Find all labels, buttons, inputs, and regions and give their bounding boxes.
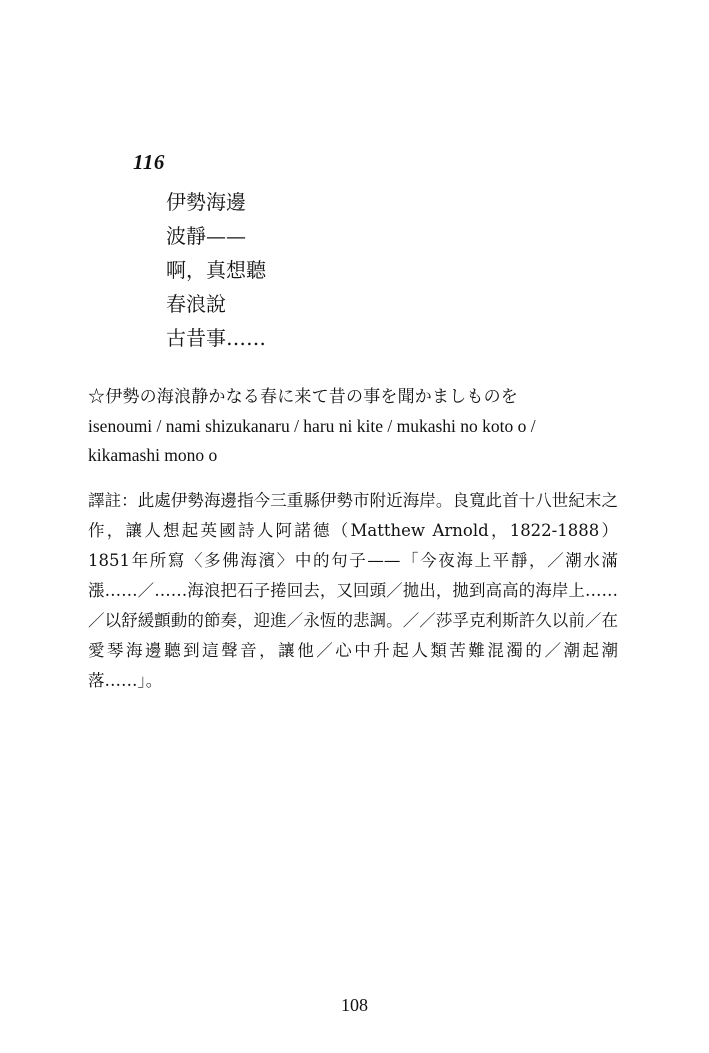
poem-line: 啊，真想聽 [166, 258, 266, 282]
poem-body [166, 185, 618, 355]
poem-number: 116 [133, 150, 165, 174]
poem-line: 波靜—— [166, 224, 246, 248]
page-number: 108 [341, 995, 368, 1015]
translator-note: 譯註：此處伊勢海邊指今三重縣伊勢市附近海岸。良寬此首十八世紀末之作，讓人想起英國詩人阿諾德（Matthew Arnold，1822-1888）1851年所寫〈多佛海濱〉中的句子——「今夜海上平靜，／潮水滿漲……／……海浪把石子捲回去，又回頭／拋出，拋到高高的海岸上……／以舒緩顫動的節奏，迎進／永恆的悲調。／／莎孚克利斯許久以前／在愛琴海邊聽到這聲音，讓他／心中升起人類苦難混濁的／潮起潮落……」。 [88, 491, 618, 690]
poem-line: 春浪說 [166, 292, 226, 316]
poem-line: 伊勢海邊 [166, 190, 246, 214]
japanese-original-line: ☆伊勢の海浪静かなる春に来て昔の事を聞かましものを [88, 387, 518, 407]
original-text-block [88, 383, 618, 470]
romaji-line: kikamashi mono o [88, 445, 218, 465]
romaji-line: isenoumi / nami shizukanaru / haru ni kite / mukashi no koto o / [88, 416, 536, 436]
poem-line: 古昔事…… [166, 326, 266, 350]
page-content [88, 150, 618, 696]
